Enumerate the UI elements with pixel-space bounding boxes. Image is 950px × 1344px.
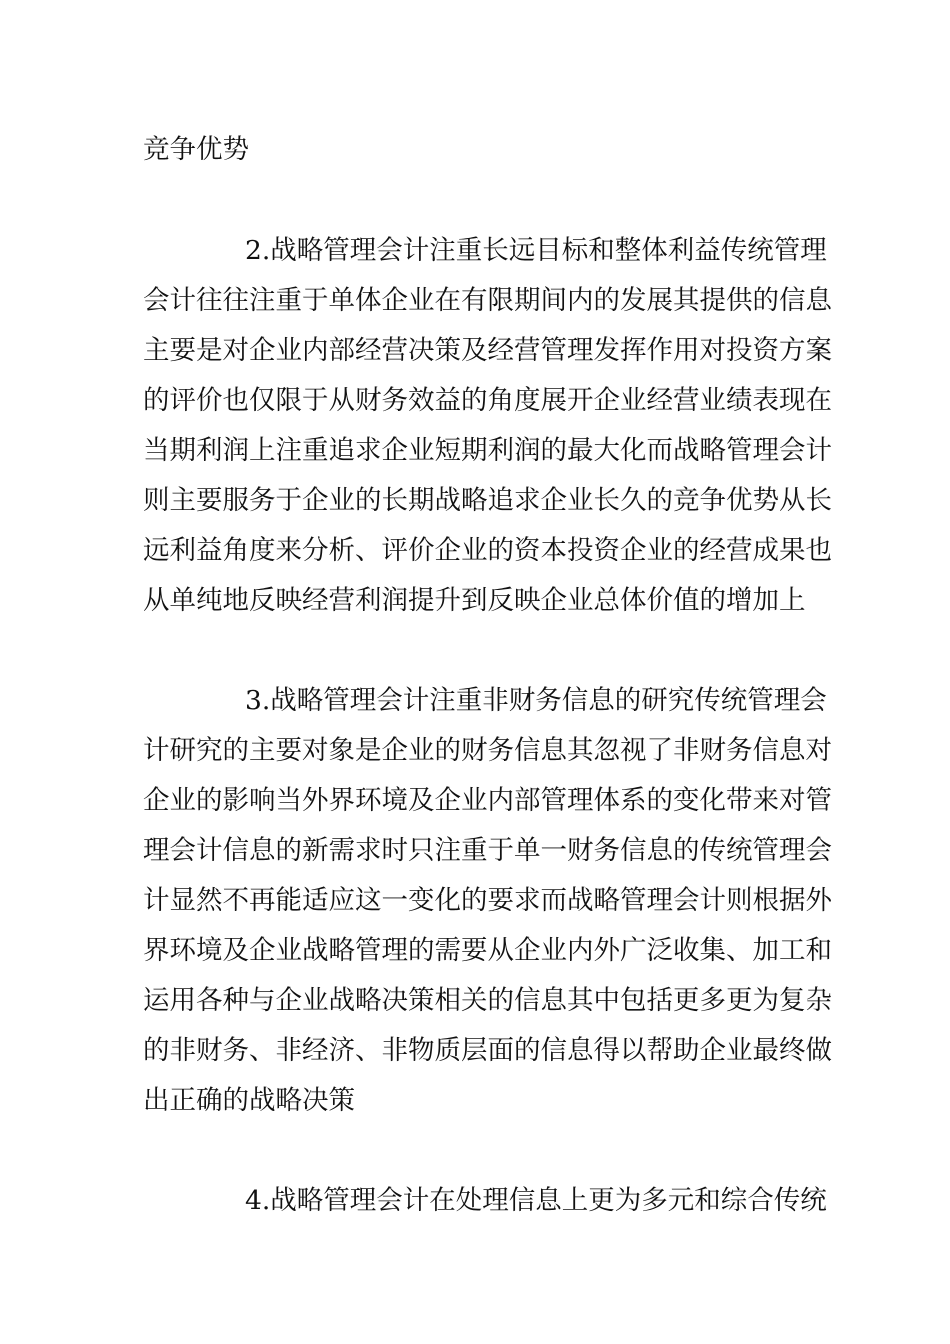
text-line: 则主要服务于企业的长期战略追求企业长久的竞争优势从长 bbox=[143, 485, 832, 516]
text-line: 计显然不再能适应这一变化的要求而战略管理会计则根据外 bbox=[143, 885, 832, 916]
text-line: 主要是对企业内部经营决策及经营管理发挥作用对投资方案 bbox=[143, 335, 832, 366]
paragraph-heading: 4.战略管理会计在处理信息上更为多元和综合传统 bbox=[245, 1185, 827, 1216]
text-line: 运用各种与企业战略决策相关的信息其中包括更多更为复杂 bbox=[143, 985, 832, 1016]
text-line: 理会计信息的新需求时只注重于单一财务信息的传统管理会 bbox=[143, 835, 832, 866]
text-line: 界环境及企业战略管理的需要从企业内外广泛收集、加工和 bbox=[143, 935, 832, 966]
text-line: 的非财务、非经济、非物质层面的信息得以帮助企业最终做 bbox=[143, 1035, 832, 1066]
paragraph-heading: 2.战略管理会计注重长远目标和整体利益传统管理 bbox=[245, 235, 827, 266]
text-line: 计研究的主要对象是企业的财务信息其忽视了非财务信息对 bbox=[143, 735, 832, 766]
text-line: 出正确的战略决策 bbox=[143, 1085, 355, 1116]
text-line: 远利益角度来分析、评价企业的资本投资企业的经营成果也 bbox=[143, 535, 832, 566]
text-line: 从单纯地反映经营利润提升到反映企业总体价值的增加上 bbox=[143, 585, 806, 616]
text-line: 会计往往注重于单体企业在有限期间内的发展其提供的信息 bbox=[143, 285, 832, 316]
text-line: 竞争优势 bbox=[143, 134, 249, 165]
paragraph-heading: 3.战略管理会计注重非财务信息的研究传统管理会 bbox=[245, 685, 827, 716]
text-line: 当期利润上注重追求企业短期利润的最大化而战略管理会计 bbox=[143, 435, 832, 466]
text-line: 企业的影响当外界环境及企业内部管理体系的变化带来对管 bbox=[143, 785, 832, 816]
text-line: 的评价也仅限于从财务效益的角度展开企业经营业绩表现在 bbox=[143, 385, 832, 416]
